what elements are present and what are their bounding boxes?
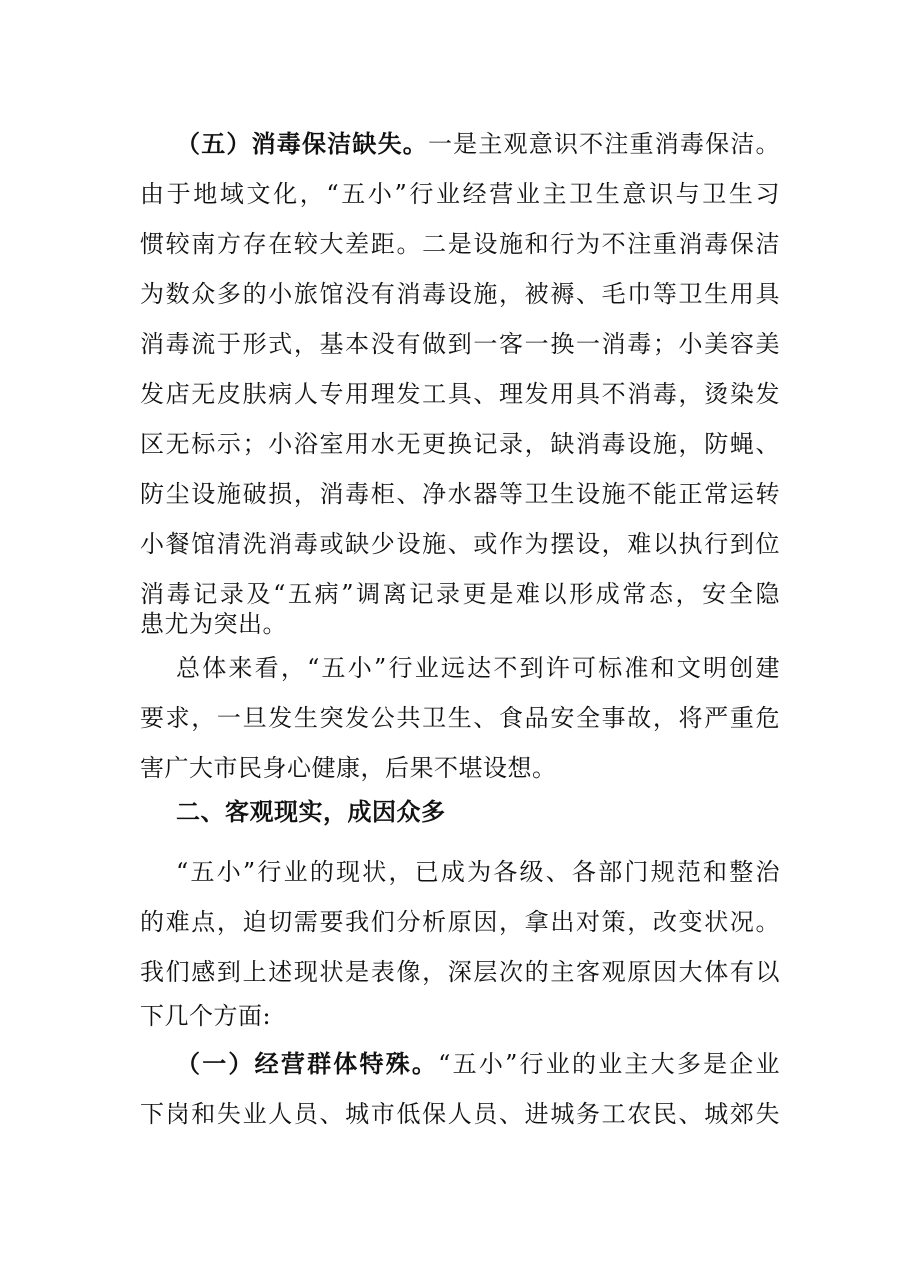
- paragraph-4-line-2: 下岗和失业人员、城市低保人员、进城务工农民、城郊失: [140, 1100, 780, 1128]
- paragraph-1-line-4: 为数众多的小旅馆没有消毒设施，被褥、毛巾等卫生用具: [140, 280, 780, 308]
- paragraph-1-line-5: 消毒流于形式，基本没有做到一客一换一消毒；小美容美: [140, 330, 780, 358]
- paragraph-1-line-3: 惯较南方存在较大差距。二是设施和行为不注重消毒保洁: [140, 230, 780, 258]
- paragraph-3-line-3: 我们感到上述现状是表像，深层次的主客观原因大体有以: [140, 958, 780, 986]
- paragraph-1-line-6: 发店无皮肤病人专用理发工具、理发用具不消毒，烫染发: [140, 380, 780, 408]
- subheading-disinfection: （五）消毒保洁缺失。: [176, 130, 428, 158]
- paragraph-3-line-2: 的难点，迫切需要我们分析原因，拿出对策，改变状况。: [140, 908, 780, 936]
- paragraph-1-line-7: 区无标示；小浴室用水无更换记录，缺消毒设施，防蝇、: [140, 430, 780, 458]
- paragraph-1-line-9: 小餐馆清洗消毒或缺少设施、或作为摆设，难以执行到位: [140, 530, 780, 558]
- paragraph-4-line-1: [176, 1044, 780, 1084]
- paragraph-4-text: “五小”行业的业主大多是企业: [438, 1050, 780, 1078]
- subheading-business-group: （一）经营群体特殊。: [176, 1050, 439, 1078]
- paragraph-2-line-1: 总体来看，“五小”行业远达不到许可标准和文明创建: [176, 654, 780, 682]
- paragraph-2-line-3: 害广大市民身心健康，后果不堪设想。: [140, 754, 557, 782]
- paragraph-1-line-1: [176, 124, 780, 164]
- paragraph-1-line-11: 患尤为突出。: [140, 610, 287, 638]
- paragraph-1-line-10: 消毒记录及“五病”调离记录更是难以形成常态，安全隐: [140, 580, 780, 608]
- section-heading: 二、客观现实，成因众多: [176, 798, 446, 826]
- paragraph-2-line-2: 要求，一旦发生突发公共卫生、食品安全事故，将严重危: [140, 704, 780, 732]
- paragraph-1-text: 一是主观意识不注重消毒保洁。: [427, 130, 781, 158]
- paragraph-1-line-2: 由于地域文化，“五小”行业经营业主卫生意识与卫生习: [140, 180, 780, 208]
- paragraph-3-line-1: “五小”行业的现状，已成为各级、各部门规范和整治: [176, 858, 780, 886]
- paragraph-1-line-8: 防尘设施破损，消毒柜、净水器等卫生设施不能正常运转: [140, 480, 780, 508]
- paragraph-3-line-4: 下几个方面:: [140, 1002, 272, 1030]
